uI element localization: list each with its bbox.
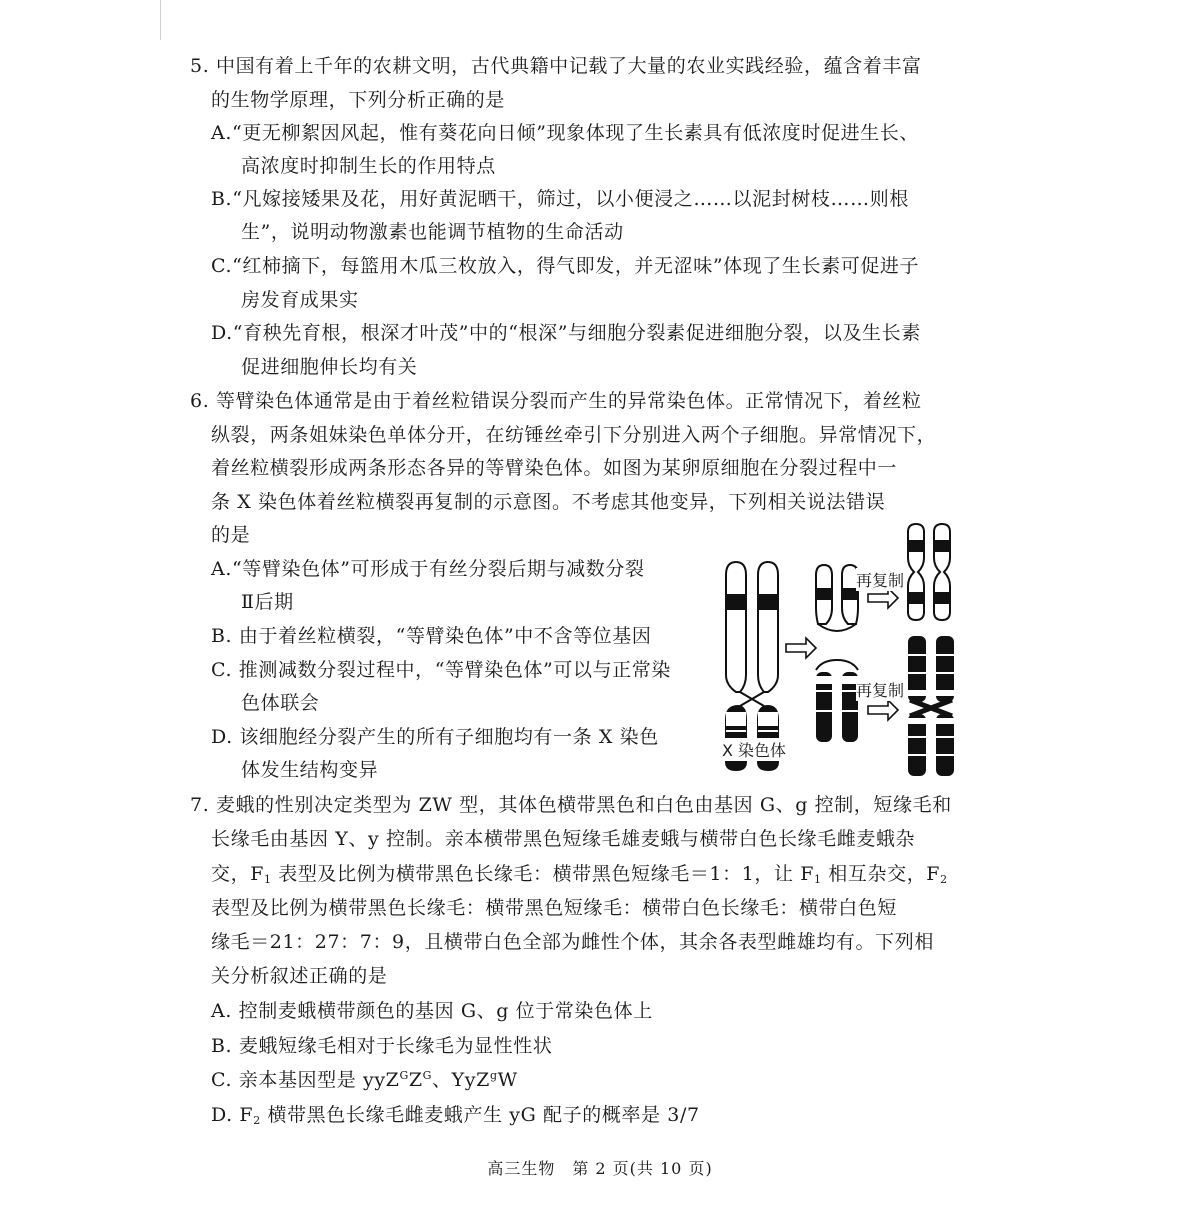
figure-label-rereplicate-bottom: 再复制 xyxy=(856,678,904,701)
lower-isochromosome xyxy=(908,636,954,776)
q7-option-a: A. 控制麦蛾横带颜色的基因 G、g 位于常染色体上 xyxy=(211,1000,653,1022)
q7-c-part-1: C. 亲本基因型是 yyZ xyxy=(211,1069,400,1091)
q7-stem-line-5: 缘毛＝21：27：7：9，且横带白色全部为雌性个体，其余各表型雌雄均有。下列相 xyxy=(211,931,934,953)
q5-option-d-line-1: D.“育秧先育根，根深才叶茂”中的“根深”与细胞分裂素促进细胞分裂，以及生长素 xyxy=(211,322,921,344)
q7-l3-part-a: 交，F xyxy=(211,863,264,885)
q7-c-part-3: 、YyZ xyxy=(432,1069,490,1091)
page-footer: 高三生物 第 2 页(共 10 页) xyxy=(487,1159,713,1178)
replicate-arrow-top-icon xyxy=(868,588,898,608)
q7-option-b: B. 麦蛾短缘毛相对于长缘毛为显性性状 xyxy=(211,1035,553,1057)
q7-l3-sub-1: 1 xyxy=(263,873,272,886)
q7-c-sup-3: g xyxy=(489,1069,498,1082)
q5-option-b-line-2: 生”，说明动物激素也能调节植物的生命活动 xyxy=(241,221,624,243)
q5-option-d-line-2: 促进细胞伸长均有关 xyxy=(241,356,418,378)
q5-option-b-line-1: B.“凡嫁接矮果及花，用好黄泥晒干，筛过，以小便浸之……以泥封树枝……则根 xyxy=(211,188,909,210)
q5-option-a-line-1: A.“更无柳絮因风起，惟有葵花向日倾”现象体现了生长素具有低浓度时促进生长、 xyxy=(211,122,919,144)
q5-stem-line-2: 的生物学原理，下列分析正确的是 xyxy=(211,89,506,111)
q7-l3-part-e: 相互杂交，F xyxy=(821,863,941,885)
q6-option-a-line-2: Ⅱ后期 xyxy=(241,591,294,613)
q5-option-a-line-2: 高浓度时抑制生长的作用特点 xyxy=(241,155,496,177)
q6-stem-line-4: 条 X 染色体着丝粒横裂再复制的示意图。不考虑其他变异，下列相关说法错误 xyxy=(211,491,886,513)
q6-option-b: B. 由于着丝粒横裂，“等臂染色体”中不含等位基因 xyxy=(211,625,652,647)
q7-c-sup-1: G xyxy=(399,1069,409,1082)
replicate-arrow-bottom-icon xyxy=(868,700,898,720)
q7-c-part-2: Z xyxy=(408,1069,423,1091)
q5-option-c-line-2: 房发育成果实 xyxy=(241,289,359,311)
q6-stem-line-1: 6. 等臂染色体通常是由于着丝粒错误分裂而产生的异常染色体。正常情况下，着丝粒 xyxy=(190,390,922,412)
q7-c-part-4: W xyxy=(497,1069,518,1091)
q7-l3-part-c: 表型及比例为横带黑色长缘毛：横带黑色短缘毛＝1：1，让 F xyxy=(271,863,815,885)
q7-d-part-1: D. F xyxy=(211,1104,254,1126)
q7-stem-line-1: 7. 麦蛾的性别决定类型为 ZW 型，其体色横带黑色和白色由基因 G、g 控制，短缘毛和 xyxy=(190,794,952,816)
q6-option-c-line-1: C. 推测减数分裂过程中，“等臂染色体”可以与正常染 xyxy=(211,659,671,681)
upper-isochromosome xyxy=(908,524,950,620)
q7-stem-line-2: 长缘毛由基因 Y、y 控制。亲本横带黑色短缘毛雄麦蛾与横带白色长缘毛雌麦蛾杂 xyxy=(211,828,916,850)
q6-stem-line-2: 纵裂，两条姐妹染色单体分开，在纺锤丝牵引下分别进入两个子细胞。异常情况下， xyxy=(211,424,937,446)
arrow-icon xyxy=(786,638,816,658)
q7-c-sup-2: G xyxy=(422,1069,433,1082)
q7-option-d xyxy=(211,1103,700,1127)
q6-option-d-line-2: 体发生结构变异 xyxy=(241,759,379,781)
q6-option-d-line-1: D. 该细胞经分裂产生的所有子细胞均有一条 X 染色 xyxy=(211,726,659,748)
q6-stem-line-3: 着丝粒横裂形成两条形态各异的等臂染色体。如图为某卵原细胞在分裂过程中一 xyxy=(211,457,898,479)
q5-option-c-line-1: C.“红柿摘下，每篮用木瓜三枚放入，得气即发，并无涩味”体现了生长素可促进子 xyxy=(211,255,920,277)
q6-option-a-line-1: A.“等臂染色体”可形成于有丝分裂后期与减数分裂 xyxy=(211,558,645,580)
binding-margin-line xyxy=(160,0,161,40)
upper-arm-product xyxy=(816,565,858,631)
q7-d-part-2: 横带黑色长缘毛雌麦蛾产生 yG 配子的概率是 3/7 xyxy=(260,1104,700,1126)
q7-stem-line-6: 关分析叙述正确的是 xyxy=(211,965,388,987)
isochromosome-figure xyxy=(718,520,978,780)
q7-stem-line-4: 表型及比例为横带黑色长缘毛：横带黑色短缘毛：横带白色长缘毛：横带白色短 xyxy=(211,897,898,919)
figure-label-rereplicate-top: 再复制 xyxy=(856,568,904,591)
q7-stem-line-3 xyxy=(211,862,948,886)
q7-l3-sub-2: 1 xyxy=(814,873,822,886)
q6-option-c-line-2: 色体联会 xyxy=(241,692,320,714)
q6-stem-line-5: 的是 xyxy=(211,524,251,546)
q7-option-c xyxy=(211,1068,518,1092)
q5-stem-line-1: 5. 中国有着上千年的农耕文明，古代典籍中记载了大量的农业实践经验，蕴含着丰富 xyxy=(190,55,922,77)
q7-l3-sub-3: 2 xyxy=(940,873,948,886)
q7-d-sub: 2 xyxy=(253,1114,261,1127)
figure-caption-x-chromosome: X 染色体 xyxy=(722,738,786,761)
lower-arm-product xyxy=(816,660,858,742)
